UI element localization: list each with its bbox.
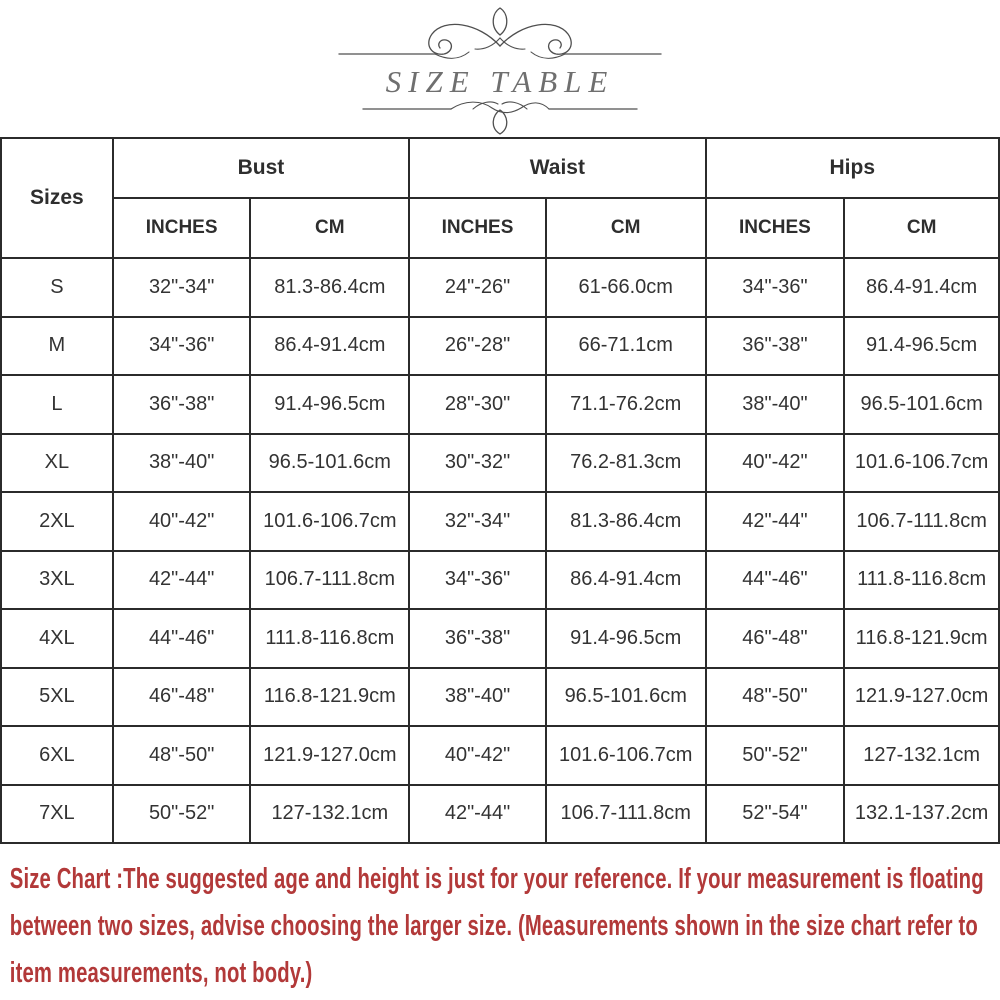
waist-cm-cell: 76.2-81.3cm bbox=[546, 434, 706, 493]
waist-inches-header: INCHES bbox=[409, 198, 546, 258]
waist-inches-cell: 28"-30" bbox=[409, 375, 546, 434]
waist-inches-cell: 38"-40" bbox=[409, 668, 546, 727]
hips-inches-header: INCHES bbox=[706, 198, 845, 258]
hips-inches-cell: 34"-36" bbox=[706, 258, 845, 317]
bust-cm-cell: 116.8-121.9cm bbox=[250, 668, 409, 727]
hips-cm-header: CM bbox=[844, 198, 999, 258]
bust-cm-cell: 81.3-86.4cm bbox=[250, 258, 409, 317]
hips-cm-cell: 121.9-127.0cm bbox=[844, 668, 999, 727]
size-chart-note: Size Chart :The suggested age and height is just for your reference. If your measurement is floating between two sizes, advise choosing the larger size. (Measurements shown in the size chart refer to item measurements, not body.) bbox=[9, 863, 984, 989]
hips-inches-cell: 38"-40" bbox=[706, 375, 845, 434]
bust-cm-cell: 101.6-106.7cm bbox=[250, 492, 409, 551]
hips-inches-cell: 48"-50" bbox=[706, 668, 845, 727]
col-header-bust: Bust bbox=[113, 138, 409, 198]
waist-inches-cell: 30"-32" bbox=[409, 434, 546, 493]
table-row bbox=[1, 317, 999, 376]
size-label: L bbox=[1, 375, 113, 434]
hips-inches-cell: 42"-44" bbox=[706, 492, 845, 551]
size-table bbox=[0, 137, 1000, 844]
size-label: XL bbox=[1, 434, 113, 493]
size-label: 4XL bbox=[1, 609, 113, 668]
hips-cm-cell: 86.4-91.4cm bbox=[844, 258, 999, 317]
col-header-hips: Hips bbox=[706, 138, 999, 198]
waist-cm-cell: 86.4-91.4cm bbox=[546, 551, 706, 610]
page-title: SIZE TABLE bbox=[385, 64, 615, 99]
hips-cm-cell: 106.7-111.8cm bbox=[844, 492, 999, 551]
size-table-header bbox=[0, 0, 1000, 137]
waist-inches-cell: 42"-44" bbox=[409, 785, 546, 844]
unit-header-row bbox=[1, 198, 999, 258]
table-row bbox=[1, 434, 999, 493]
waist-inches-cell: 24"-26" bbox=[409, 258, 546, 317]
bust-cm-cell: 127-132.1cm bbox=[250, 785, 409, 844]
hips-cm-cell: 91.4-96.5cm bbox=[844, 317, 999, 376]
hips-inches-cell: 52"-54" bbox=[706, 785, 845, 844]
waist-cm-cell: 96.5-101.6cm bbox=[546, 668, 706, 727]
table-row bbox=[1, 609, 999, 668]
bust-cm-cell: 106.7-111.8cm bbox=[250, 551, 409, 610]
size-label: 2XL bbox=[1, 492, 113, 551]
bust-inches-cell: 36"-38" bbox=[113, 375, 251, 434]
bust-inches-header: INCHES bbox=[113, 198, 251, 258]
table-row bbox=[1, 785, 999, 844]
col-header-waist: Waist bbox=[409, 138, 705, 198]
table-row bbox=[1, 668, 999, 727]
col-header-sizes: Sizes bbox=[1, 138, 113, 258]
hips-cm-cell: 116.8-121.9cm bbox=[844, 609, 999, 668]
waist-cm-cell: 66-71.1cm bbox=[546, 317, 706, 376]
bust-inches-cell: 48"-50" bbox=[113, 726, 251, 785]
bust-cm-cell: 111.8-116.8cm bbox=[250, 609, 409, 668]
table-row bbox=[1, 726, 999, 785]
waist-inches-cell: 40"-42" bbox=[409, 726, 546, 785]
hips-inches-cell: 46"-48" bbox=[706, 609, 845, 668]
waist-inches-cell: 32"-34" bbox=[409, 492, 546, 551]
hips-inches-cell: 36"-38" bbox=[706, 317, 845, 376]
waist-cm-cell: 81.3-86.4cm bbox=[546, 492, 706, 551]
waist-cm-cell: 91.4-96.5cm bbox=[546, 609, 706, 668]
size-label: 5XL bbox=[1, 668, 113, 727]
hips-inches-cell: 50"-52" bbox=[706, 726, 845, 785]
waist-inches-cell: 34"-36" bbox=[409, 551, 546, 610]
bust-inches-cell: 40"-42" bbox=[113, 492, 251, 551]
waist-inches-cell: 36"-38" bbox=[409, 609, 546, 668]
bust-cm-cell: 96.5-101.6cm bbox=[250, 434, 409, 493]
bust-inches-cell: 50"-52" bbox=[113, 785, 251, 844]
bust-cm-header: CM bbox=[250, 198, 409, 258]
waist-cm-header: CM bbox=[546, 198, 706, 258]
bust-inches-cell: 46"-48" bbox=[113, 668, 251, 727]
bust-cm-cell: 121.9-127.0cm bbox=[250, 726, 409, 785]
waist-cm-cell: 61-66.0cm bbox=[546, 258, 706, 317]
bust-inches-cell: 32"-34" bbox=[113, 258, 251, 317]
size-label: 7XL bbox=[1, 785, 113, 844]
table-row bbox=[1, 551, 999, 610]
hips-inches-cell: 44"-46" bbox=[706, 551, 845, 610]
waist-cm-cell: 101.6-106.7cm bbox=[546, 726, 706, 785]
table-row bbox=[1, 492, 999, 551]
size-label: 3XL bbox=[1, 551, 113, 610]
waist-cm-cell: 71.1-76.2cm bbox=[546, 375, 706, 434]
size-label: S bbox=[1, 258, 113, 317]
hips-cm-cell: 96.5-101.6cm bbox=[844, 375, 999, 434]
table-row bbox=[1, 375, 999, 434]
size-label: M bbox=[1, 317, 113, 376]
hips-inches-cell: 40"-42" bbox=[706, 434, 845, 493]
waist-inches-cell: 26"-28" bbox=[409, 317, 546, 376]
hips-cm-cell: 132.1-137.2cm bbox=[844, 785, 999, 844]
group-header-row bbox=[1, 138, 999, 198]
bust-inches-cell: 42"-44" bbox=[113, 551, 251, 610]
bust-inches-cell: 44"-46" bbox=[113, 609, 251, 668]
bust-cm-cell: 86.4-91.4cm bbox=[250, 317, 409, 376]
hips-cm-cell: 101.6-106.7cm bbox=[844, 434, 999, 493]
bust-inches-cell: 34"-36" bbox=[113, 317, 251, 376]
size-label: 6XL bbox=[1, 726, 113, 785]
table-row bbox=[1, 258, 999, 317]
waist-cm-cell: 106.7-111.8cm bbox=[546, 785, 706, 844]
bust-cm-cell: 91.4-96.5cm bbox=[250, 375, 409, 434]
flourish-ornament-icon bbox=[335, 2, 665, 136]
bust-inches-cell: 38"-40" bbox=[113, 434, 251, 493]
hips-cm-cell: 127-132.1cm bbox=[844, 726, 999, 785]
hips-cm-cell: 111.8-116.8cm bbox=[844, 551, 999, 610]
